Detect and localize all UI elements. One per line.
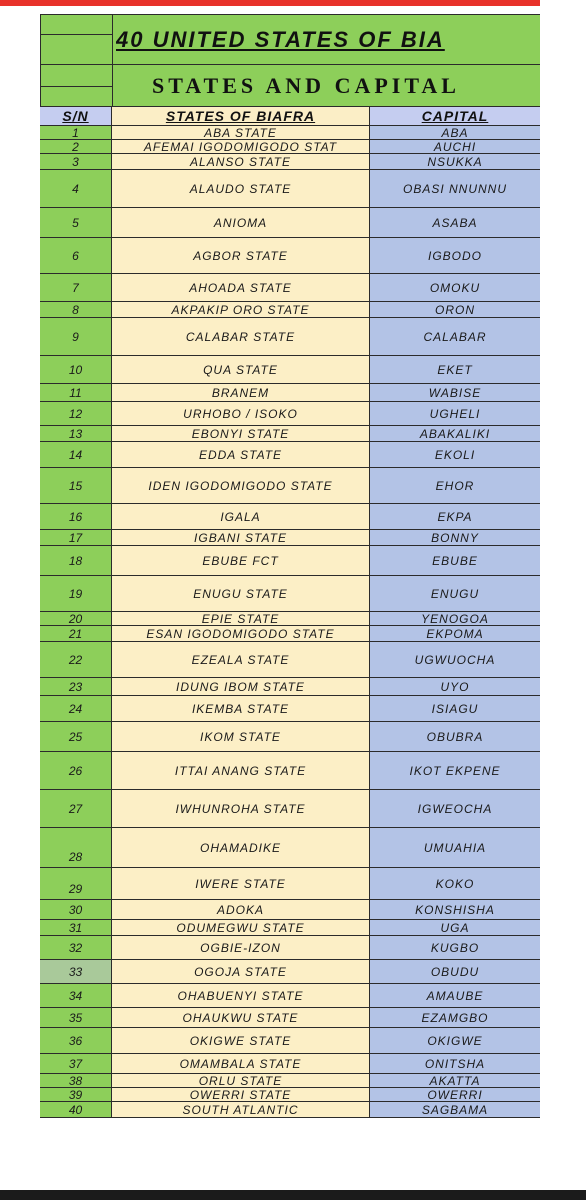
table-row xyxy=(40,1008,540,1028)
cell-state: OMAMBALA STATE xyxy=(112,1054,370,1073)
cell-sn: 35 xyxy=(40,1008,112,1027)
cell-sn: 24 xyxy=(40,696,112,721)
table-row xyxy=(40,1102,540,1118)
table-row xyxy=(40,828,540,868)
table-row xyxy=(40,170,540,208)
cell-state: ODUMEGWU STATE xyxy=(112,920,370,935)
cell-state: IWHUNROHA STATE xyxy=(112,790,370,827)
table-row xyxy=(40,126,540,140)
cell-state: AFEMAI IGODOMIGODO STAT xyxy=(112,140,370,153)
grid-line xyxy=(40,34,112,35)
cell-sn: 1 xyxy=(40,126,112,139)
cell-state: IDEN IGODOMIGODO STATE xyxy=(112,468,370,503)
cell-sn: 3 xyxy=(40,154,112,169)
cell-capital: ONITSHA xyxy=(370,1054,540,1073)
cell-sn: 15 xyxy=(40,468,112,503)
cell-state: IKEMBA STATE xyxy=(112,696,370,721)
cell-sn: 34 xyxy=(40,984,112,1007)
cell-capital: KUGBO xyxy=(370,936,540,959)
cell-capital: OMOKU xyxy=(370,274,540,301)
cell-capital: UMUAHIA xyxy=(370,828,540,867)
cell-state: EDDA STATE xyxy=(112,442,370,467)
cell-capital: BONNY xyxy=(370,530,540,545)
table-row xyxy=(40,696,540,722)
cell-capital: OBUBRA xyxy=(370,722,540,751)
header-sn: S/N xyxy=(40,107,112,125)
cell-capital: IGWEOCHA xyxy=(370,790,540,827)
table-row xyxy=(40,530,540,546)
cell-state: ORLU STATE xyxy=(112,1074,370,1087)
cell-sn: 26 xyxy=(40,752,112,789)
cell-sn: 4 xyxy=(40,170,112,207)
cell-state: ADOKA xyxy=(112,900,370,919)
table-row xyxy=(40,576,540,612)
table-row xyxy=(40,1028,540,1054)
cell-sn: 37 xyxy=(40,1054,112,1073)
cell-capital: AKATTA xyxy=(370,1074,540,1087)
table-row xyxy=(40,936,540,960)
cell-state: ALAUDO STATE xyxy=(112,170,370,207)
sub-title: STATES AND CAPITAL xyxy=(152,73,460,98)
main-title: 40 UNITED STATES OF BIA xyxy=(116,27,445,52)
cell-sn: 36 xyxy=(40,1028,112,1053)
cell-capital: KONSHISHA xyxy=(370,900,540,919)
cell-capital: AMAUBE xyxy=(370,984,540,1007)
cell-state: AKPAKIP ORO STATE xyxy=(112,302,370,317)
table-row xyxy=(40,468,540,504)
cell-state: QUA STATE xyxy=(112,356,370,383)
cell-sn: 32 xyxy=(40,936,112,959)
cell-sn: 8 xyxy=(40,302,112,317)
cell-sn: 14 xyxy=(40,442,112,467)
cell-sn: 20 xyxy=(40,612,112,625)
cell-state: AGBOR STATE xyxy=(112,238,370,273)
cell-capital: EKOLI xyxy=(370,442,540,467)
table-row xyxy=(40,356,540,384)
cell-capital: OBUDU xyxy=(370,960,540,983)
cell-sn: 33 xyxy=(40,960,112,983)
cell-capital: AUCHI xyxy=(370,140,540,153)
table-row xyxy=(40,302,540,318)
cell-sn: 5 xyxy=(40,208,112,237)
cell-state: IGALA xyxy=(112,504,370,529)
cell-capital: ENUGU xyxy=(370,576,540,611)
cell-capital: EHOR xyxy=(370,468,540,503)
cell-sn: 39 xyxy=(40,1088,112,1101)
table-header xyxy=(40,106,540,126)
table-row xyxy=(40,984,540,1008)
cell-sn: 29 xyxy=(40,868,112,899)
cell-capital: IGBODO xyxy=(370,238,540,273)
grid-line xyxy=(40,86,112,87)
cell-sn: 40 xyxy=(40,1102,112,1117)
cell-capital: SAGBAMA xyxy=(370,1102,540,1117)
cell-sn: 2 xyxy=(40,140,112,153)
right-margin xyxy=(540,0,586,1190)
cell-capital: OWERRI xyxy=(370,1088,540,1101)
cell-state: OKIGWE STATE xyxy=(112,1028,370,1053)
table-row xyxy=(40,504,540,530)
cell-capital: ABAKALIKI xyxy=(370,426,540,441)
table-row xyxy=(40,426,540,442)
cell-capital: OBASI NNUNNU xyxy=(370,170,540,207)
cell-sn: 23 xyxy=(40,678,112,695)
top-red-bar xyxy=(0,0,540,6)
cell-sn: 19 xyxy=(40,576,112,611)
cell-sn: 12 xyxy=(40,402,112,425)
grid-line xyxy=(40,14,540,15)
cell-capital: CALABAR xyxy=(370,318,540,355)
cell-capital: IKOT EKPENE xyxy=(370,752,540,789)
cell-sn: 21 xyxy=(40,626,112,641)
table-row xyxy=(40,140,540,154)
table-row xyxy=(40,678,540,696)
cell-sn: 10 xyxy=(40,356,112,383)
table-row xyxy=(40,274,540,302)
table-row xyxy=(40,318,540,356)
cell-state: OHAMADIKE xyxy=(112,828,370,867)
cell-sn: 16 xyxy=(40,504,112,529)
cell-sn: 38 xyxy=(40,1074,112,1087)
table-row xyxy=(40,960,540,984)
cell-state: EPIE STATE xyxy=(112,612,370,625)
cell-capital: UGA xyxy=(370,920,540,935)
table-row xyxy=(40,442,540,468)
table-row xyxy=(40,154,540,170)
cell-state: URHOBO / ISOKO xyxy=(112,402,370,425)
cell-capital: EKPA xyxy=(370,504,540,529)
table-row xyxy=(40,722,540,752)
cell-state: ITTAI ANANG STATE xyxy=(112,752,370,789)
cell-capital: KOKO xyxy=(370,868,540,899)
cell-sn: 28 xyxy=(40,828,112,867)
cell-sn: 7 xyxy=(40,274,112,301)
table-row xyxy=(40,546,540,576)
cell-state: ENUGU STATE xyxy=(112,576,370,611)
cell-state: IGBANI STATE xyxy=(112,530,370,545)
cell-state: CALABAR STATE xyxy=(112,318,370,355)
cell-sn: 17 xyxy=(40,530,112,545)
table-row xyxy=(40,612,540,626)
cell-capital: OKIGWE xyxy=(370,1028,540,1053)
table-row xyxy=(40,402,540,426)
cell-state: IDUNG IBOM STATE xyxy=(112,678,370,695)
cell-capital: EZAMGBO xyxy=(370,1008,540,1027)
cell-capital: ISIAGU xyxy=(370,696,540,721)
cell-state: ANIOMA xyxy=(112,208,370,237)
cell-sn: 18 xyxy=(40,546,112,575)
table-row xyxy=(40,868,540,900)
table-row xyxy=(40,626,540,642)
table-row xyxy=(40,384,540,402)
cell-sn: 31 xyxy=(40,920,112,935)
cell-state: OGOJA STATE xyxy=(112,960,370,983)
cell-capital: NSUKKA xyxy=(370,154,540,169)
table-row xyxy=(40,920,540,936)
cell-capital: EBUBE xyxy=(370,546,540,575)
cell-state: OHAUKWU STATE xyxy=(112,1008,370,1027)
cell-state: EBONYI STATE xyxy=(112,426,370,441)
cell-state: OHABUENYI STATE xyxy=(112,984,370,1007)
cell-capital: EKPOMA xyxy=(370,626,540,641)
cell-state: ESAN IGODOMIGODO STATE xyxy=(112,626,370,641)
table-row xyxy=(40,1054,540,1074)
cell-sn: 25 xyxy=(40,722,112,751)
cell-state: OWERRI STATE xyxy=(112,1088,370,1101)
cell-state: ABA STATE xyxy=(112,126,370,139)
cell-state: ALANSO STATE xyxy=(112,154,370,169)
grid-line xyxy=(40,64,540,65)
table-row xyxy=(40,1088,540,1102)
cell-capital: UGHELI xyxy=(370,402,540,425)
cell-state: EBUBE FCT xyxy=(112,546,370,575)
cell-sn: 9 xyxy=(40,318,112,355)
table-row xyxy=(40,1074,540,1088)
table-row xyxy=(40,208,540,238)
cell-capital: WABISE xyxy=(370,384,540,401)
table-row xyxy=(40,642,540,678)
cell-sn: 22 xyxy=(40,642,112,677)
cell-sn: 27 xyxy=(40,790,112,827)
cell-sn: 6 xyxy=(40,238,112,273)
bottom-dark-bar xyxy=(0,1190,586,1200)
header-states: STATES OF BIAFRA xyxy=(112,107,370,125)
grid-line xyxy=(112,14,113,106)
states-table-body xyxy=(40,126,540,1118)
cell-state: IKOM STATE xyxy=(112,722,370,751)
cell-capital: ASABA xyxy=(370,208,540,237)
cell-sn: 11 xyxy=(40,384,112,401)
table-row xyxy=(40,752,540,790)
cell-state: IWERE STATE xyxy=(112,868,370,899)
cell-state: BRANEM xyxy=(112,384,370,401)
cell-capital: UYO xyxy=(370,678,540,695)
cell-sn: 30 xyxy=(40,900,112,919)
cell-sn: 13 xyxy=(40,426,112,441)
table-row xyxy=(40,790,540,828)
header-capital: CAPITAL xyxy=(370,107,540,125)
table-row xyxy=(40,238,540,274)
cell-capital: ABA xyxy=(370,126,540,139)
cell-capital: UGWUOCHA xyxy=(370,642,540,677)
cell-state: OGBIE-IZON xyxy=(112,936,370,959)
table-row xyxy=(40,900,540,920)
cell-capital: ORON xyxy=(370,302,540,317)
cell-capital: YENOGOA xyxy=(370,612,540,625)
cell-state: AHOADA STATE xyxy=(112,274,370,301)
cell-state: SOUTH ATLANTIC xyxy=(112,1102,370,1117)
cell-capital: EKET xyxy=(370,356,540,383)
cell-state: EZEALA STATE xyxy=(112,642,370,677)
